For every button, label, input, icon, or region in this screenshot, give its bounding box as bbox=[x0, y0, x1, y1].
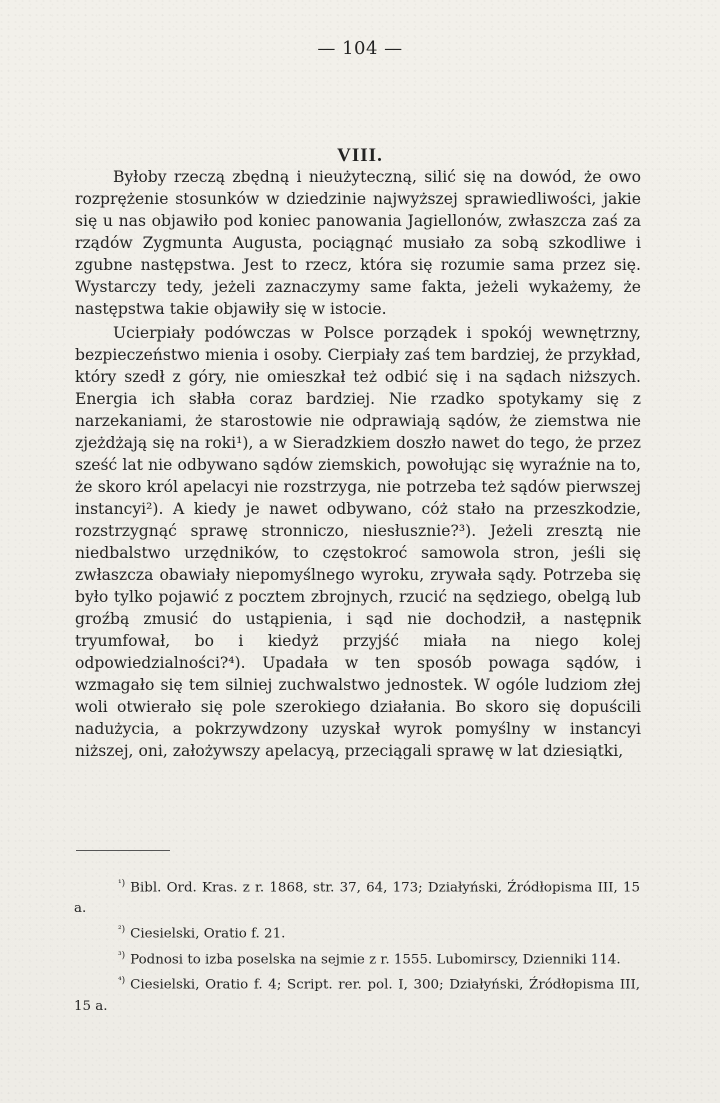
footnotes bbox=[74, 874, 640, 1017]
footnote-1 bbox=[74, 874, 640, 919]
paragraph-1: Byłoby rzeczą zbędną i nieużyteczną, silić się na dowód, że owo rozprężenie stosunków w dziedzinie najwyższej sprawiedliwości, jakie się u nas objawiło pod koniec panowania Jagiellonów, zwłaszcza zaś za rządów Zygmunta Augusta, pociągnąć musiało za sobą szkodliwe i zgubne następstwa. Jest to rzecz, która się rozumie sama przez się. Wystarczy tedy, jeżeli zaznaczymy same fakta, jeżeli wykażemy, że następstwa takie objawiły się w istocie. bbox=[75, 168, 641, 318]
footnote-text: Ciesielski, Oratio f. 21. bbox=[130, 926, 286, 942]
footnote-text: Podnosi to izba poselska na sejmie z r. 1555. Lubomirscy, Dzienniki 114. bbox=[130, 952, 621, 968]
main-text bbox=[75, 166, 641, 762]
footnote-text: Bibl. Ord. Kras. z r. 1868, str. 37, 64, 173; Działyński, Źródłopisma III, 15 a. bbox=[74, 880, 640, 917]
footnote-4 bbox=[74, 971, 640, 1016]
paragraph-2: Ucierpiały podówczas w Polsce porządek i spokój wewnętrzny, bezpieczeństwo mienia i osoby. Cierpiały zaś tem bardziej, że przykład, który szedł z góry, nie omieszkał też odbić się i na sądach niższych. Energia ich słabła coraz bardziej. Nie rzadko spotykamy się z narzekaniami, że starostowie nie odprawiają sądów, że ziemstwa nie zjeżdżają się na roki¹), a w Sieradzkiem doszło nawet do tego, że przez sześć lat nie odbywano sądów ziemskich, powołując się wyraźnie na to, że skoro król apelacyi nie rozstrzyga, nie potrzeba też sądów pierwszej instancyi²). A kiedy je nawet odbywano, cóż stało na przeszkodzie, rozstrzygnąć sprawę stronniczo, niesłusznie?³). Jeżeli zresztą nie niedbalstwo urzędników, to częstokroć samowola stron, jeśli się zwłaszcza obawiały niepomyślnego wyroku, zrywała sądy. Potrzeba się było tylko pojawić z pocztem zbrojnych, rzucić na sędziego, obelgą lub groźbą zmusić do ustąpienia, i sąd nie dochodził, a następnik tryumfował, bo i kiedyż przyjść miała na niego kolej odpowiedzialności?⁴). Upadała w ten sposób powaga sądów, i wzmagało się tem silniej zuchwalstwo jednostek. W ogóle ludziom złej woli otwierało się pole szerokiego działania. Bo skoro się dopuścili nadużycia, a pokrzywdzony uzyskał wyrok pomyślny w instancyi niższej, oni, założywszy apelacyą, przeciągali sprawę w lat dziesiątki, bbox=[75, 324, 641, 760]
page-number: — 104 — bbox=[317, 38, 403, 59]
chapter-heading: VIII. bbox=[337, 144, 383, 166]
footnote-marker: ²) bbox=[118, 925, 126, 936]
footnote-2 bbox=[74, 920, 640, 944]
footnote-text: Ciesielski, Oratio f. 4; Script. rer. pol. I, 300; Działyński, Źródłopisma III, 15 a. bbox=[74, 977, 640, 1014]
footnote-divider bbox=[76, 850, 170, 851]
footnote-marker: ³) bbox=[118, 950, 126, 961]
footnote-marker: ¹) bbox=[118, 879, 126, 889]
footnote-marker: ⁴) bbox=[118, 976, 126, 987]
footnote-3 bbox=[74, 946, 640, 970]
